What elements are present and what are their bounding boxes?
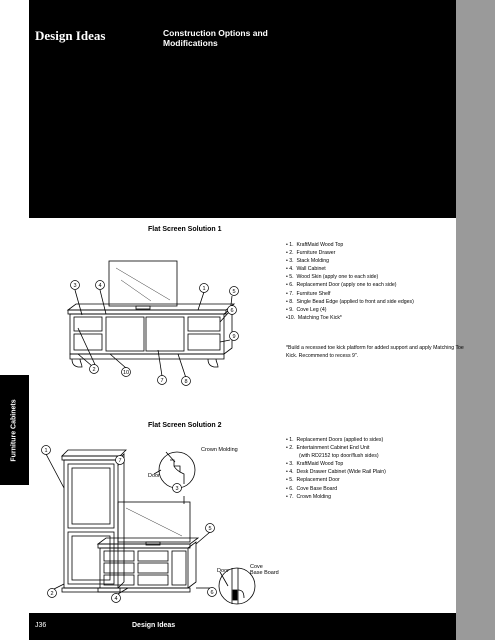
page-title: Design Ideas bbox=[35, 28, 106, 43]
solution2-parts-list bbox=[286, 436, 476, 501]
subtitle-line-1: Construction Options and bbox=[163, 28, 268, 38]
list-item: • 3. KraftMaid Wood Top bbox=[286, 461, 344, 468]
footer-bar bbox=[29, 613, 456, 640]
list-item: • 5. Wood Skin (apply one to each side) bbox=[286, 274, 379, 281]
label-cove-base-board bbox=[250, 564, 279, 576]
label-base-board: Base Board bbox=[250, 570, 279, 576]
page-subtitle bbox=[163, 28, 303, 48]
wood-top-2 bbox=[98, 538, 198, 544]
list-item: • 1. KraftMaid Wood Top bbox=[286, 242, 344, 248]
callout-5: 5 bbox=[208, 526, 212, 532]
list-item: • 7. Furniture Shelf bbox=[286, 290, 331, 297]
callout-9: 9 bbox=[232, 334, 236, 340]
callout-7: 7 bbox=[118, 458, 122, 464]
list-item: • 6. Replacement Door (apply one to each side) bbox=[286, 282, 397, 289]
callout-6: 6 bbox=[210, 590, 214, 596]
callout-1: 1 bbox=[44, 448, 48, 454]
left-margin bbox=[0, 0, 29, 640]
list-item: • 6. Cove Base Board bbox=[286, 485, 338, 492]
callout-10: 10 bbox=[122, 370, 130, 376]
callout-3: 3 bbox=[73, 283, 77, 289]
list-item: (with RD2152 top door/flush sides) bbox=[286, 453, 379, 460]
list-item: • 4. Wall Cabinet bbox=[286, 266, 326, 273]
solution1-note: *Build a recessed toe kick platform for added support and apply Matching Toe Kick. Recommend to recess 9". bbox=[286, 345, 464, 359]
side-tab-label: Furniture Cabinets bbox=[11, 398, 19, 462]
callout-1: 1 bbox=[202, 286, 206, 292]
list-item: • 8. Single Bead Edge (applied to front and side edges) bbox=[286, 298, 414, 305]
callout-2: 2 bbox=[92, 367, 96, 373]
tv-stand-1 bbox=[136, 306, 150, 309]
list-item: • 2. Furniture Drawer bbox=[286, 250, 336, 257]
callout-8: 8 bbox=[184, 379, 188, 385]
label-cove: Cove bbox=[250, 564, 263, 570]
solution1-title: Flat Screen Solution 1 bbox=[148, 226, 222, 233]
solution2-cabinet-drawing bbox=[34, 440, 274, 608]
callout-6: 6 bbox=[230, 308, 234, 314]
callout-2: 2 bbox=[50, 591, 54, 597]
list-item: • 9. Cove Leg (4) bbox=[286, 306, 327, 313]
list-item: • 1. Replacement Doors (applied to sides) bbox=[286, 437, 384, 443]
list-item: •10. Matching Toe Kick* bbox=[286, 314, 342, 321]
callout-7: 7 bbox=[160, 378, 164, 384]
label-crown-molding: Crown Molding bbox=[201, 447, 238, 453]
solution2-title: Flat Screen Solution 2 bbox=[148, 422, 222, 429]
label-door-2: Door bbox=[217, 568, 229, 574]
list-item: • 5. Replacement Door bbox=[286, 477, 340, 484]
solution1-cabinet-drawing bbox=[58, 258, 258, 388]
page-number: J36 bbox=[35, 622, 47, 629]
subtitle-line-2: Modifications bbox=[163, 38, 218, 48]
callout-4: 4 bbox=[114, 596, 118, 602]
list-item: • 2. Entertainment Cabinet End Unit bbox=[286, 445, 370, 452]
crown-molding-2 bbox=[62, 450, 126, 456]
callout-3: 3 bbox=[175, 486, 179, 492]
solution1-parts-list bbox=[286, 241, 476, 322]
wood-top-1 bbox=[68, 304, 234, 310]
side-tab-label-wrap bbox=[0, 375, 29, 485]
callout-5: 5 bbox=[232, 289, 236, 295]
header-banner bbox=[29, 0, 456, 218]
list-item: • 4. Desk Drawer Cabinet (Wide Rail Plain) bbox=[286, 469, 386, 476]
callout-4: 4 bbox=[98, 283, 102, 289]
list-item: • 7. Crown Molding bbox=[286, 493, 332, 500]
footer-title: Design Ideas bbox=[132, 622, 176, 629]
label-door-1: Door bbox=[148, 473, 160, 479]
tv-screen-1 bbox=[109, 261, 177, 306]
list-item: • 3. Stack Molding bbox=[286, 258, 330, 265]
